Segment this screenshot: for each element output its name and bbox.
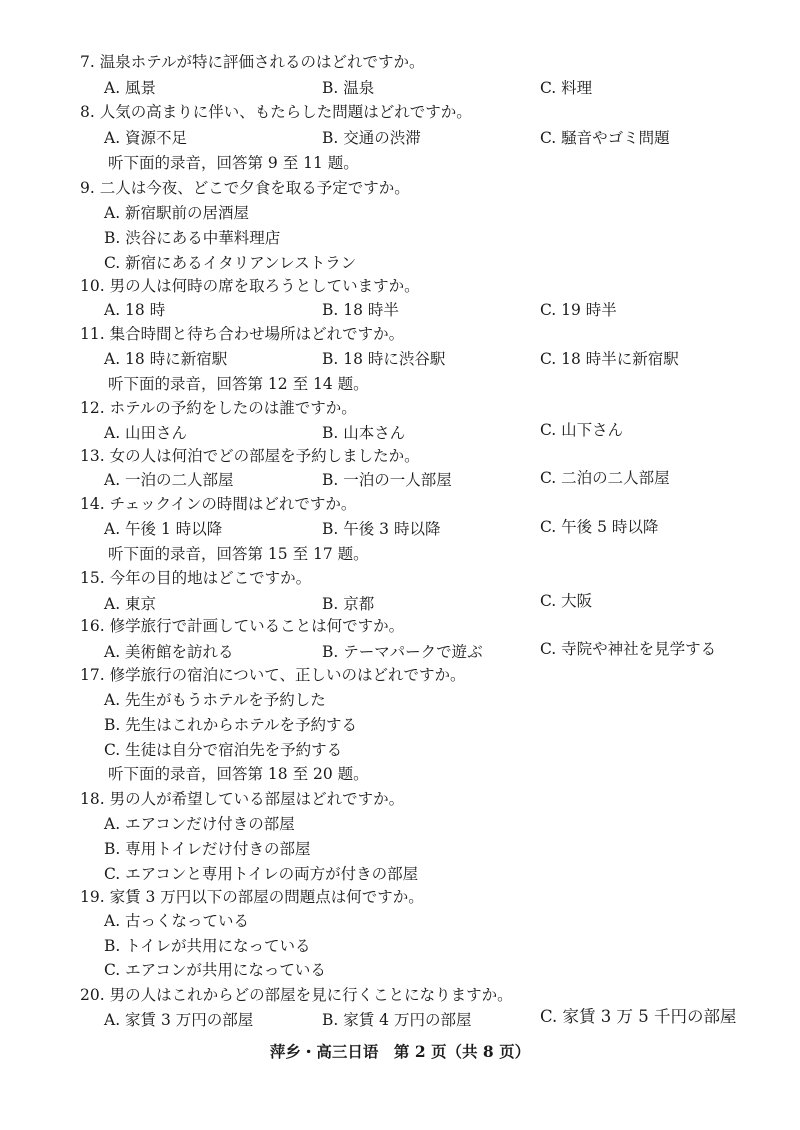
option-b: B. トイレが共用になっている: [104, 937, 311, 955]
question-20: 20. 男の人はこれからどの部屋を見に行くことになりますか。: [80, 986, 513, 1004]
question-15: 15. 今年の目的地はどこですか。: [80, 569, 312, 587]
question-12: 12. ホテルの予約をしたのは誰ですか。: [80, 399, 357, 417]
option-b: B. テーマパークで遊ぶ: [322, 643, 483, 661]
option-b: B. 先生はこれからホテルを予約する: [104, 716, 357, 734]
option-c: C. エアコンと専用トイレの両方が付きの部屋: [104, 865, 419, 883]
option-a: A. 一泊の二人部屋: [104, 471, 234, 489]
question-13: 13. 女の人は何泊でどの部屋を予約しましたか。: [80, 447, 420, 465]
question-7: 7. 温泉ホテルが特に評価されるのはどれですか。: [80, 53, 425, 71]
option-a: A. 午後 1 時以降: [104, 520, 223, 538]
option-a: A. 東京: [104, 595, 157, 613]
question-8: 8. 人気の高まりに伴い、もたらした問題はどれですか。: [80, 103, 472, 121]
option-b: B. 18 時に渋谷駅: [322, 350, 446, 368]
question-11: 11. 集合時間と待ち合わせ場所はどれですか。: [80, 325, 405, 343]
option-c: C. 料理: [540, 79, 593, 97]
question-18: 18. 男の人が希望している部屋はどれですか。: [80, 790, 405, 808]
option-c: C. 新宿にあるイタリアンレストラン: [104, 254, 357, 272]
option-a: A. 美術館を訪れる: [104, 643, 234, 661]
option-b: B. 京都: [322, 595, 375, 613]
option-a: A. 18 時: [104, 301, 166, 319]
option-b: B. 18 時半: [322, 301, 399, 319]
option-c: C. 二泊の二人部屋: [540, 469, 670, 487]
option-c: C. 寺院や神社を見学する: [540, 640, 717, 658]
page-footer: 萍乡・高三日语 第 2 页（共 8 页）: [269, 1042, 531, 1061]
option-c: C. 午後 5 時以降: [540, 518, 659, 536]
option-a: A. 先生がもうホテルを予約した: [104, 691, 326, 709]
option-c: C. 生徒は自分で宿泊先を予約する: [104, 741, 343, 759]
option-b: B. 一泊の一人部屋: [322, 471, 452, 489]
question-16: 16. 修学旅行で計画していることは何ですか。: [80, 617, 405, 635]
option-b: B. 山本さん: [322, 424, 406, 442]
option-a: A. 山田さん: [104, 424, 188, 442]
option-a: A. エアコンだけ付きの部屋: [104, 815, 295, 833]
question-17: 17. 修学旅行の宿泊について、正しいのはどれですか。: [80, 666, 466, 684]
option-c: C. 家賃 3 万 5 千円の部屋: [540, 1007, 737, 1026]
option-c: C. 山下さん: [540, 421, 624, 439]
option-c: C. エアコンが共用になっている: [104, 961, 326, 979]
listening-instruction: 听下面的录音，回答第 18 至 20 题。: [108, 765, 369, 783]
option-b: B. 午後 3 時以降: [322, 520, 441, 538]
question-19: 19. 家賃 3 万円以下の部屋の問題点は何ですか。: [80, 888, 424, 906]
listening-instruction: 听下面的录音，回答第 12 至 14 题。: [108, 375, 369, 393]
option-c: C. 18 時半に新宿駅: [540, 350, 679, 368]
option-a: A. 風景: [104, 79, 157, 97]
option-b: B. 専用トイレだけ付きの部屋: [104, 840, 311, 858]
option-a: A. 新宿駅前の居酒屋: [104, 204, 250, 222]
option-b: B. 温泉: [322, 79, 375, 97]
option-c: C. 騒音やゴミ問題: [540, 129, 670, 147]
option-b: B. 家賃 4 万円の部屋: [322, 1011, 472, 1029]
question-14: 14. チェックインの時間はどれですか。: [80, 495, 357, 513]
question-10: 10. 男の人は何時の席を取ろうとしていますか。: [80, 277, 420, 295]
option-a: A. 家賃 3 万円の部屋: [104, 1011, 254, 1029]
option-a: A. 古っくなっている: [104, 912, 250, 930]
option-b: B. 渋谷にある中華料理店: [104, 229, 281, 247]
listening-instruction: 听下面的录音，回答第 9 至 11 题。: [108, 154, 359, 172]
option-b: B. 交通の渋滞: [322, 129, 421, 147]
option-a: A. 18 時に新宿駅: [104, 350, 228, 368]
option-c: C. 19 時半: [540, 301, 617, 319]
listening-instruction: 听下面的录音，回答第 15 至 17 题。: [108, 545, 369, 563]
option-a: A. 資源不足: [104, 129, 188, 147]
question-9: 9. 二人は今夜、どこで夕食を取る予定ですか。: [80, 179, 410, 197]
option-c: C. 大阪: [540, 592, 593, 610]
